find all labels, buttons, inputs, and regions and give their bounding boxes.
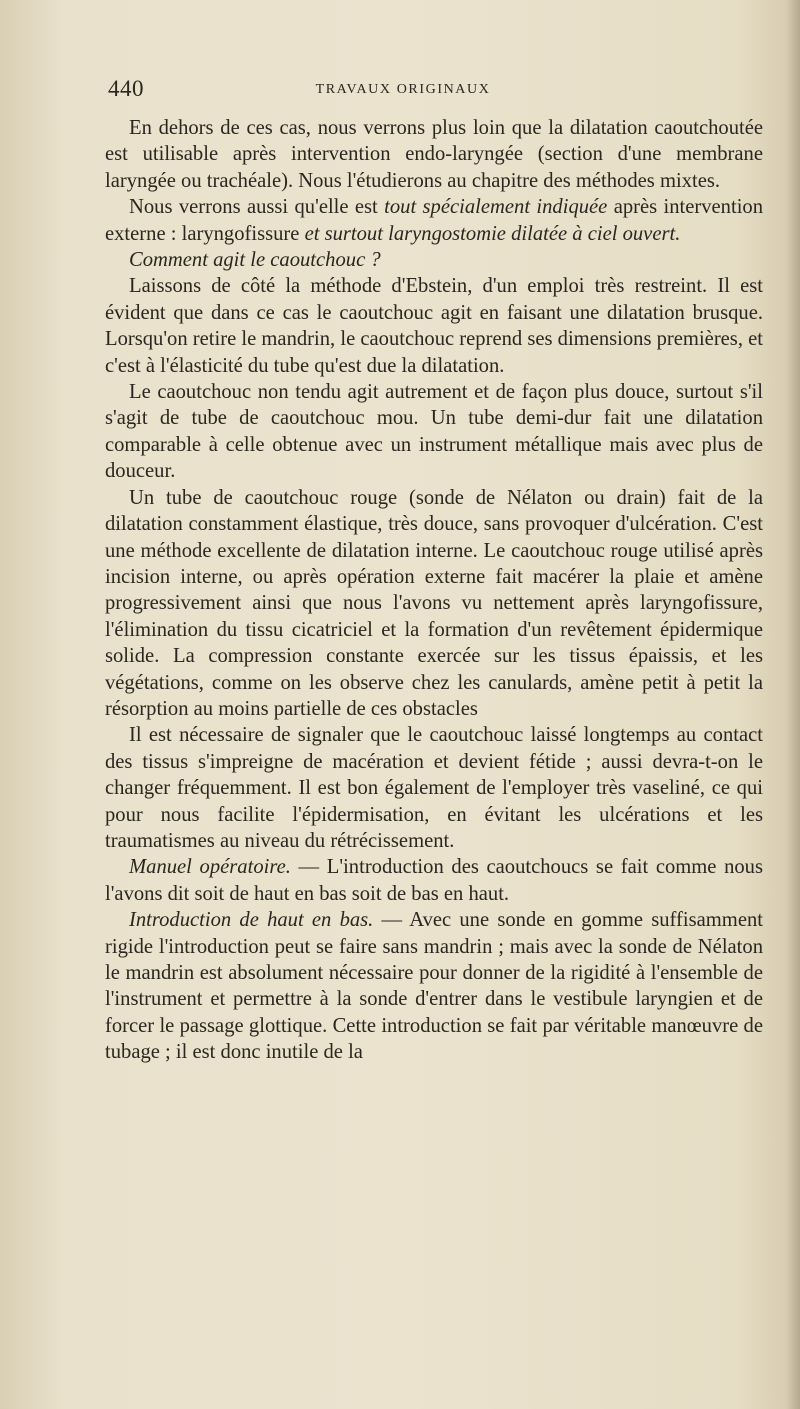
text-run: — L'introduction des caoutchoucs se fait comme nous l'avons dit soit de haut en bas soit de bas en haut. bbox=[105, 856, 763, 905]
italic-text: Comment agit le caoutchouc ? bbox=[129, 249, 381, 272]
italic-text: tout spécialement indiquée bbox=[384, 196, 608, 219]
text-run: après intervention externe : laryngofissure bbox=[105, 196, 764, 245]
italic-text: et surtout laryngostomie dilatée à ciel ouvert. bbox=[304, 222, 681, 245]
paragraph bbox=[105, 722, 763, 854]
paragraph bbox=[105, 379, 763, 485]
body-text bbox=[105, 115, 763, 1066]
text-run: Il est nécessaire de signaler que le caoutchouc laissé longtemps au contact des tissus s'impreigne de macération et devient fétide ; aussi devra-t-on le changer fréquemment. Il est bon également de l'employer très vaseliné, ce qui pour nous facilite l'épidermisation, en évitant les ulcérations et les traumatismes au niveau du rétrécissement. bbox=[105, 724, 763, 852]
text-run: Le caoutchouc non tendu agit autrement et de façon plus douce, surtout s'il s'agit de tube de caoutchouc mou. Un tube demi-dur fait une dilatation comparable à celle obtenue avec un instrument métallique mais avec plus de douceur. bbox=[105, 381, 763, 483]
page-header bbox=[108, 76, 758, 104]
italic-text: Manuel opératoire. bbox=[129, 856, 291, 879]
text-run: Nous verrons aussi qu'elle est bbox=[129, 196, 385, 219]
running-title: TRAVAUX ORIGINAUX bbox=[315, 82, 491, 97]
paragraph bbox=[105, 247, 763, 273]
page-edge-shadow bbox=[786, 0, 800, 1409]
text-run: Un tube de caoutchouc rouge (sonde de Nélaton ou drain) fait de la dilatation constamment élastique, très douce, sans provoquer d'ulcération. C'est une méthode excellente de dilatation interne. Le caoutchouc rouge utilisé après incision interne, ou après opération externe fait macérer la plaie et amène progressivement ainsi que nous l'avons vu nettement après laryngofissure, l'élimination du tissu cicatriciel et la formation d'un revêtement épidermique solide. La compression constante exercée sur les tissus épaissis, et les végétations, comme on les observe chez les canulards, amène petit à petit la résorption au moins partielle de ces obstacles bbox=[105, 486, 763, 720]
paragraph bbox=[105, 194, 763, 247]
paragraph bbox=[105, 907, 763, 1065]
paragraph bbox=[105, 485, 763, 723]
paragraph bbox=[105, 854, 763, 907]
page-number: 440 bbox=[108, 76, 144, 101]
paragraph bbox=[105, 273, 763, 379]
text-run: — Avec une sonde en gomme suffisamment rigide l'introduction peut se faire sans mandrin ; mais avec la sonde de Nélaton le mandrin est absolument nécessaire pour donner de la rigidité à l'ensemble de l'instrument et permettre à la sonde d'entrer dans le vestibule laryngien et de forcer le passage glottique. Cette introduction se fait par véritable manœuvre de tubage ; il est donc inutile de la bbox=[105, 909, 763, 1064]
paragraph bbox=[105, 115, 763, 194]
text-run: Laissons de côté la méthode d'Ebstein, d'un emploi très restreint. Il est évident que dans ce cas le caoutchouc agit en faisant une dilatation brusque. Lorsqu'on retire le mandrin, le caoutchouc reprend ses dimensions premières, et c'est à l'élasticité du tube qu'est due la dilatation. bbox=[105, 275, 763, 377]
italic-text: Introduction de haut en bas. bbox=[129, 909, 374, 932]
text-run: En dehors de ces cas, nous verrons plus loin que la dilatation caoutchoutée est utilisable après intervention endo-laryngée (section d'une membrane laryngée ou trachéale). Nous l'étudierons au chapitre des méthodes mixtes. bbox=[105, 117, 763, 192]
